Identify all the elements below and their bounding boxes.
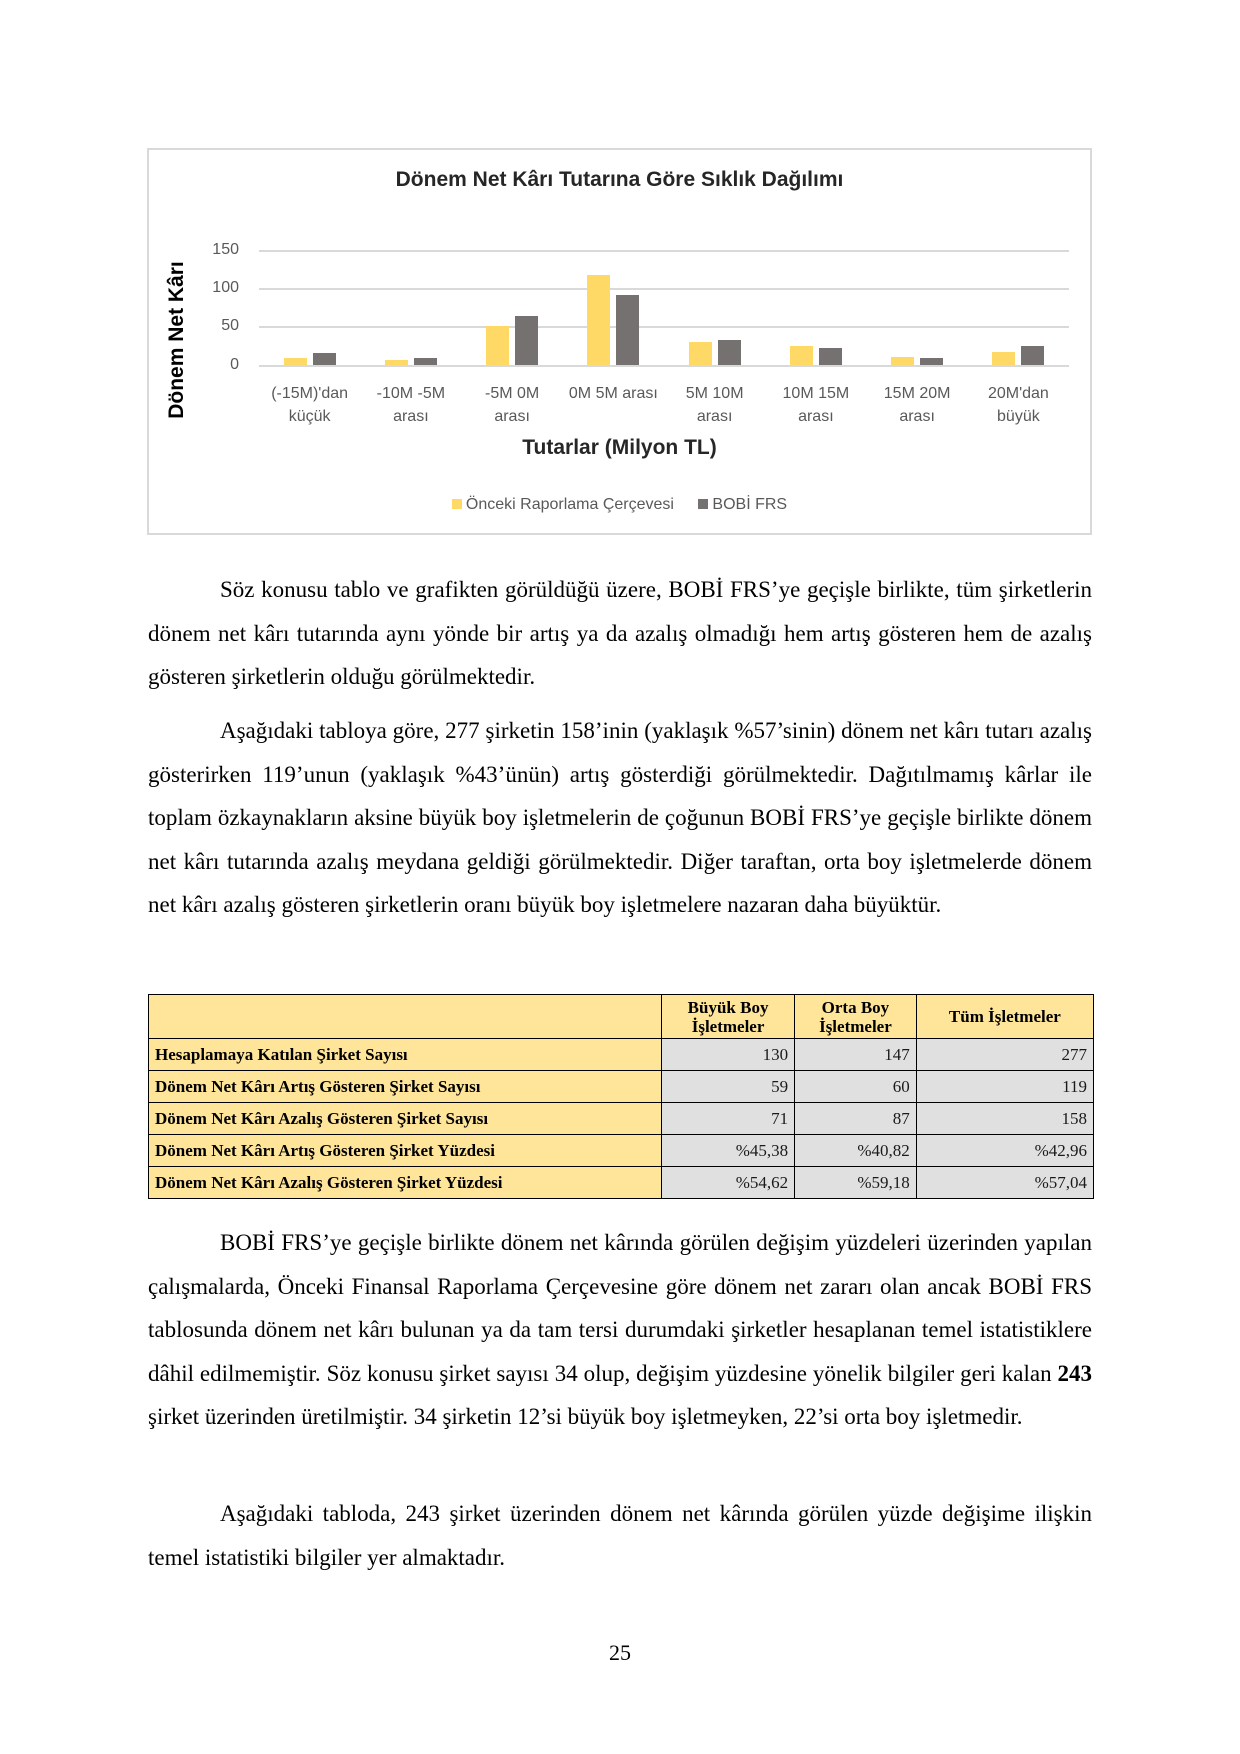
x-tick-label: 0M 5M arası bbox=[568, 385, 658, 402]
bar-bobi-frs bbox=[920, 358, 943, 365]
bar-group bbox=[385, 250, 437, 365]
x-tick-label: (-15M)'dan küçük bbox=[271, 385, 349, 425]
chart-title: Dönem Net Kârı Tutarına Göre Sıklık Dağılımı bbox=[395, 168, 844, 191]
bar-bobi-frs bbox=[313, 353, 336, 365]
bar-group bbox=[891, 250, 943, 365]
legend-item-prev: Önceki Raporlama Çerçevesi bbox=[452, 496, 674, 514]
x-tick-label: 10M 15M arası bbox=[782, 385, 850, 425]
bar-previous-framework bbox=[689, 342, 712, 365]
paragraph-3: BOBİ FRS’ye geçişle birlikte dönem net kârında görülen değişim yüzdeleri üzerinden yapılan çalışmalarda, Önceki Finansal Raporlama Çerçevesine göre dönem net zararı olan ancak BOBİ FRS tablosunda dönem net kârı bulunan ya da tam tersi durumdaki şirketler hesaplanan temel istatistiklere dâhil edilmemiştir. Söz konusu şirket sayısı 34 olup, değişim yüzdesine yönelik bilgiler geri kalan 243 şirket üzerinden üretilmiştir. 34 şirketin 12’si büyük boy işletmeyken, 22’si orta boy işletmedir. bbox=[148, 1230, 1092, 1429]
bold-count: 243 bbox=[1057, 1360, 1092, 1386]
x-tick-label: 5M 10M arası bbox=[685, 385, 744, 425]
table-row: Dönem Net Kârı Artış Gösteren Şirket Yüzdesi %45,38 %40,82 %42,96 bbox=[149, 1135, 1094, 1167]
column-header-all: Tüm İşletmeler bbox=[916, 995, 1093, 1039]
bar-group bbox=[587, 250, 639, 365]
x-tick-label: -5M 0M arası bbox=[485, 385, 540, 425]
x-tick-label: 15M 20M arası bbox=[883, 385, 951, 425]
bar-previous-framework bbox=[385, 360, 408, 365]
bar-bobi-frs bbox=[515, 316, 538, 365]
company-count-table bbox=[148, 994, 1094, 1199]
y-tick-label: 100 bbox=[212, 279, 239, 296]
table-row: Dönem Net Kârı Artış Gösteren Şirket Sayısı 59 60 119 bbox=[149, 1071, 1094, 1103]
bar-previous-framework bbox=[587, 275, 610, 365]
chart-legend bbox=[149, 496, 1090, 514]
bar-group bbox=[992, 250, 1044, 365]
bar-previous-framework bbox=[486, 326, 509, 365]
table-row: Dönem Net Kârı Azalış Gösteren Şirket Sayısı 71 87 158 bbox=[149, 1103, 1094, 1135]
legend-item-bobi: BOBİ FRS bbox=[698, 496, 787, 514]
x-axis-label: Tutarlar (Milyon TL) bbox=[522, 436, 717, 459]
bar-bobi-frs bbox=[616, 295, 639, 365]
paragraph-2: Aşağıdaki tabloya göre, 277 şirketin 158’inin (yaklaşık %57’sinin) dönem net kârı tutarı azalış gösterirken 119’unun (yaklaşık %43’ünün) artış gösterdiği görülmektedir. Dağıtılmamış kârlar ile toplam özkaynakların aksine büyük boy işletmelerin de çoğunun BOBİ FRS’ye geçişle birlikte dönem net kârı tutarında azalış meydana geldiği görülmektedir. Diğer taraftan, orta boy işletmelerde dönem net kârı azalış gösteren şirketlerin oranı büyük boy işletmelere nazaran daha büyüktür. bbox=[148, 718, 1092, 917]
y-tick-label: 0 bbox=[230, 356, 239, 373]
legend-swatch-gray bbox=[698, 499, 708, 509]
y-axis-label: Dönem Net Kârı bbox=[165, 261, 188, 419]
y-tick-label: 50 bbox=[221, 317, 239, 334]
bar-bobi-frs bbox=[1021, 346, 1044, 365]
plot-area bbox=[212, 241, 1069, 373]
bar-previous-framework bbox=[891, 357, 914, 365]
frequency-distribution-chart bbox=[147, 148, 1092, 535]
table-row: Dönem Net Kârı Azalış Gösteren Şirket Yüzdesi %54,62 %59,18 %57,04 bbox=[149, 1167, 1094, 1199]
gridline bbox=[259, 326, 1069, 328]
bar-bobi-frs bbox=[819, 348, 842, 365]
y-tick-label: 150 bbox=[212, 241, 239, 258]
bar-bobi-frs bbox=[718, 340, 741, 365]
bar-previous-framework bbox=[790, 346, 813, 365]
paragraph-1: Söz konusu tablo ve grafikten görüldüğü üzere, BOBİ FRS’ye geçişle birlikte, tüm şirketlerin dönem net kârı tutarında aynı yönde bir artış ya da azalış olmadığı hem artış gösteren hem de azalış gösteren şirketlerin olduğu görülmektedir. bbox=[148, 577, 1092, 689]
paragraph-4: Aşağıdaki tabloda, 243 şirket üzerinden dönem net kârında görülen yüzde değişime ilişkin temel istatistiki bilgiler yer almaktadır. bbox=[148, 1501, 1092, 1570]
gridline-baseline bbox=[259, 365, 1069, 367]
table-corner-cell bbox=[149, 995, 662, 1039]
column-header-medium: Orta Boy İşletmeler bbox=[795, 995, 917, 1039]
gridline bbox=[259, 288, 1069, 290]
page-number: 25 bbox=[609, 1640, 631, 1665]
bar-previous-framework bbox=[992, 352, 1015, 365]
gridline bbox=[259, 250, 1069, 252]
column-header-large: Büyük Boy İşletmeler bbox=[662, 995, 795, 1039]
x-tick-label: 20M'dan büyük bbox=[987, 385, 1049, 425]
bar-group bbox=[284, 250, 336, 365]
table-row: Hesaplamaya Katılan Şirket Sayısı 130 147 277 bbox=[149, 1039, 1094, 1071]
x-tick-label: -10M -5M arası bbox=[376, 385, 446, 425]
bar-group bbox=[689, 250, 741, 365]
legend-swatch-yellow bbox=[452, 499, 462, 509]
bar-group bbox=[790, 250, 842, 365]
table-header-row bbox=[149, 995, 1094, 1039]
bar-group bbox=[486, 250, 538, 365]
bar-bobi-frs bbox=[414, 358, 437, 365]
bar-previous-framework bbox=[284, 358, 307, 365]
